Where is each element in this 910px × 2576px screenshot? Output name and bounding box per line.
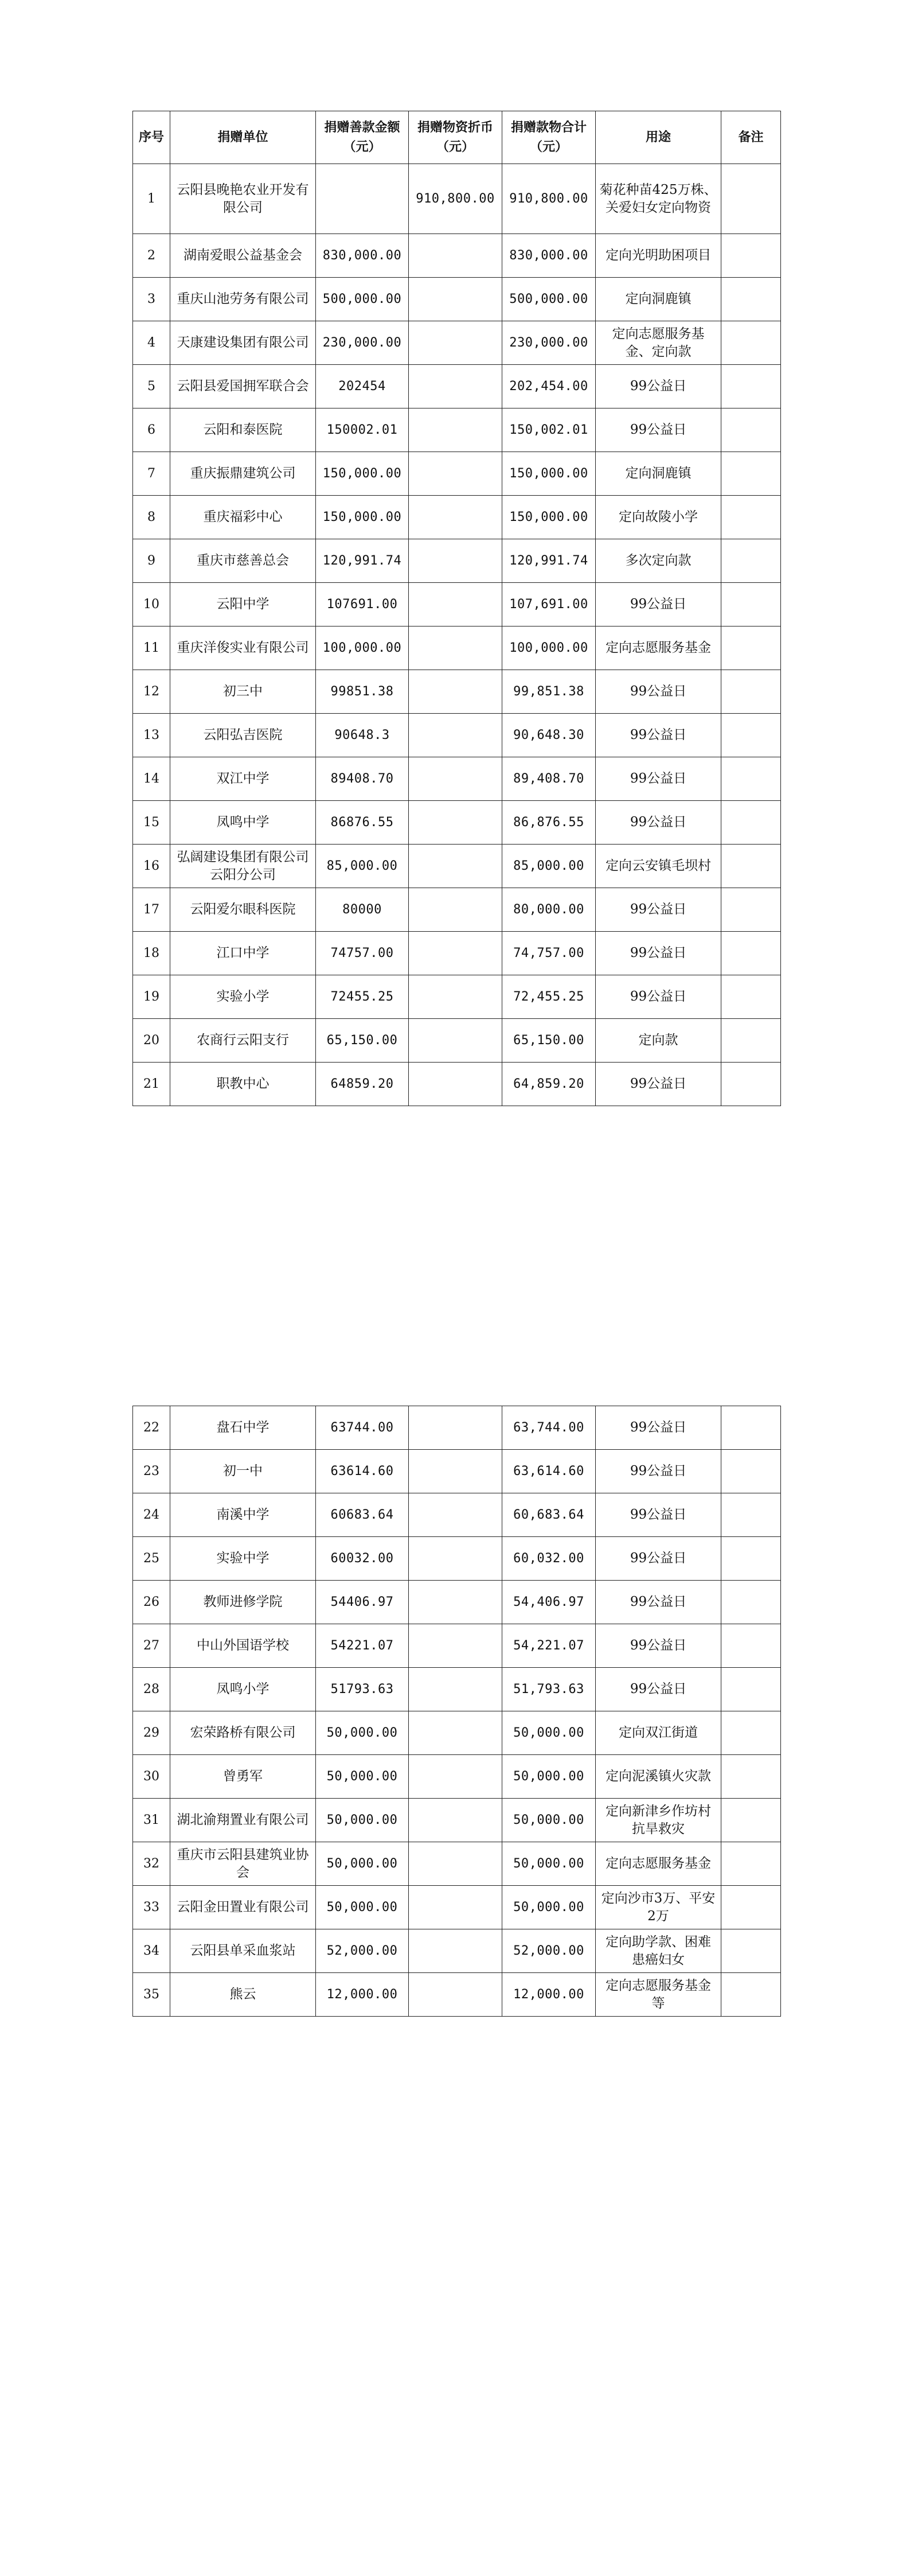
cell-purpose: 99公益日 — [596, 714, 721, 757]
cell-note — [721, 452, 781, 496]
table-row — [133, 888, 781, 932]
table-row — [133, 234, 781, 278]
cell-cash: 54221.07 — [316, 1624, 409, 1668]
cell-note — [721, 1537, 781, 1581]
cell-cash: 74757.00 — [316, 932, 409, 975]
cell-unit: 重庆市云阳县建筑业协会 — [170, 1842, 316, 1886]
table-row — [133, 845, 781, 888]
header-unit: 捐赠单位 — [170, 111, 316, 164]
cell-index: 13 — [133, 714, 170, 757]
cell-goods — [409, 1842, 502, 1886]
cell-goods — [409, 1019, 502, 1063]
cell-goods — [409, 452, 502, 496]
cell-goods — [409, 1406, 502, 1450]
cell-goods — [409, 888, 502, 932]
cell-unit: 职教中心 — [170, 1063, 316, 1106]
cell-note — [721, 1799, 781, 1842]
cell-index: 24 — [133, 1493, 170, 1537]
cell-total: 72,455.25 — [502, 975, 596, 1019]
cell-index: 25 — [133, 1537, 170, 1581]
cell-total: 54,221.07 — [502, 1624, 596, 1668]
cell-index: 4 — [133, 321, 170, 365]
cell-goods — [409, 1063, 502, 1106]
cell-goods — [409, 1668, 502, 1711]
cell-index: 7 — [133, 452, 170, 496]
cell-unit: 云阳中学 — [170, 583, 316, 627]
cell-note — [721, 278, 781, 321]
table-body-part-1 — [133, 164, 781, 1106]
cell-total: 64,859.20 — [502, 1063, 596, 1106]
cell-unit: 云阳弘吉医院 — [170, 714, 316, 757]
cell-goods — [409, 1493, 502, 1537]
cell-note — [721, 1581, 781, 1624]
cell-index: 9 — [133, 539, 170, 583]
cell-total: 12,000.00 — [502, 1973, 596, 2017]
cell-note — [721, 365, 781, 408]
cell-purpose: 99公益日 — [596, 1624, 721, 1668]
cell-cash: 64859.20 — [316, 1063, 409, 1106]
cell-index: 22 — [133, 1406, 170, 1450]
cell-total: 500,000.00 — [502, 278, 596, 321]
cell-total: 202,454.00 — [502, 365, 596, 408]
cell-unit: 天康建设集团有限公司 — [170, 321, 316, 365]
cell-purpose: 定向志愿服务基金等 — [596, 1973, 721, 2017]
cell-purpose: 多次定向款 — [596, 539, 721, 583]
cell-unit: 重庆山池劳务有限公司 — [170, 278, 316, 321]
cell-cash: 100,000.00 — [316, 627, 409, 670]
donation-table-part-2 — [132, 1406, 781, 2017]
cell-total: 120,991.74 — [502, 539, 596, 583]
cell-index: 6 — [133, 408, 170, 452]
cell-cash: 54406.97 — [316, 1581, 409, 1624]
cell-note — [721, 670, 781, 714]
cell-cash: 85,000.00 — [316, 845, 409, 888]
cell-unit: 曾勇军 — [170, 1755, 316, 1799]
cell-unit: 湖北渝翔置业有限公司 — [170, 1799, 316, 1842]
cell-purpose: 定向新津乡作坊村抗旱救灾 — [596, 1799, 721, 1842]
cell-index: 23 — [133, 1450, 170, 1493]
table-row — [133, 1537, 781, 1581]
cell-note — [721, 1668, 781, 1711]
cell-goods — [409, 1973, 502, 2017]
cell-cash: 107691.00 — [316, 583, 409, 627]
cell-goods — [409, 1624, 502, 1668]
table-row — [133, 452, 781, 496]
cell-note — [721, 1929, 781, 1973]
cell-note — [721, 1493, 781, 1537]
cell-purpose: 99公益日 — [596, 670, 721, 714]
cell-index: 32 — [133, 1842, 170, 1886]
table-row — [133, 1886, 781, 1929]
cell-unit: 熊云 — [170, 1973, 316, 2017]
cell-index: 29 — [133, 1711, 170, 1755]
cell-index: 19 — [133, 975, 170, 1019]
cell-goods — [409, 975, 502, 1019]
cell-index: 21 — [133, 1063, 170, 1106]
cell-purpose: 99公益日 — [596, 1063, 721, 1106]
cell-purpose: 99公益日 — [596, 1450, 721, 1493]
table-row — [133, 627, 781, 670]
cell-purpose: 99公益日 — [596, 365, 721, 408]
header-note: 备注 — [721, 111, 781, 164]
cell-total: 63,614.60 — [502, 1450, 596, 1493]
cell-purpose: 99公益日 — [596, 757, 721, 801]
table-row — [133, 408, 781, 452]
cell-purpose: 99公益日 — [596, 1493, 721, 1537]
cell-unit: 实验中学 — [170, 1537, 316, 1581]
cell-cash: 60032.00 — [316, 1537, 409, 1581]
cell-total: 63,744.00 — [502, 1406, 596, 1450]
cell-cash: 50,000.00 — [316, 1755, 409, 1799]
cell-goods — [409, 801, 502, 845]
cell-index: 35 — [133, 1973, 170, 2017]
cell-purpose: 定向云安镇毛坝村 — [596, 845, 721, 888]
cell-goods — [409, 408, 502, 452]
cell-cash: 86876.55 — [316, 801, 409, 845]
cell-total: 50,000.00 — [502, 1711, 596, 1755]
table-row — [133, 539, 781, 583]
cell-cash: 150,000.00 — [316, 496, 409, 539]
cell-index: 20 — [133, 1019, 170, 1063]
cell-note — [721, 627, 781, 670]
cell-goods — [409, 539, 502, 583]
cell-note — [721, 234, 781, 278]
cell-note — [721, 1973, 781, 2017]
cell-note — [721, 888, 781, 932]
cell-purpose: 定向款 — [596, 1019, 721, 1063]
cell-goods — [409, 670, 502, 714]
cell-total: 60,683.64 — [502, 1493, 596, 1537]
cell-index: 14 — [133, 757, 170, 801]
cell-index: 2 — [133, 234, 170, 278]
cell-note — [721, 164, 781, 234]
cell-note — [721, 932, 781, 975]
table-row — [133, 975, 781, 1019]
cell-total: 52,000.00 — [502, 1929, 596, 1973]
cell-cash: 51793.63 — [316, 1668, 409, 1711]
cell-cash: 202454 — [316, 365, 409, 408]
table-row — [133, 1450, 781, 1493]
cell-note — [721, 1842, 781, 1886]
cell-unit: 盘石中学 — [170, 1406, 316, 1450]
cell-index: 1 — [133, 164, 170, 234]
table-row — [133, 321, 781, 365]
cell-cash: 120,991.74 — [316, 539, 409, 583]
table-row — [133, 1755, 781, 1799]
cell-goods — [409, 845, 502, 888]
cell-index: 10 — [133, 583, 170, 627]
cell-purpose: 定向洞鹿镇 — [596, 278, 721, 321]
table-row — [133, 1624, 781, 1668]
header-purpose: 用途 — [596, 111, 721, 164]
cell-index: 15 — [133, 801, 170, 845]
cell-index: 16 — [133, 845, 170, 888]
cell-index: 8 — [133, 496, 170, 539]
cell-unit: 农商行云阳支行 — [170, 1019, 316, 1063]
cell-index: 26 — [133, 1581, 170, 1624]
cell-goods — [409, 627, 502, 670]
table-row — [133, 1581, 781, 1624]
cell-goods — [409, 1755, 502, 1799]
cell-total: 910,800.00 — [502, 164, 596, 234]
cell-total: 54,406.97 — [502, 1581, 596, 1624]
cell-cash: 830,000.00 — [316, 234, 409, 278]
cell-goods — [409, 1929, 502, 1973]
cell-unit: 重庆福彩中心 — [170, 496, 316, 539]
cell-index: 31 — [133, 1799, 170, 1842]
cell-cash: 52,000.00 — [316, 1929, 409, 1973]
cell-goods — [409, 714, 502, 757]
cell-purpose: 定向志愿服务基金 — [596, 627, 721, 670]
cell-total: 60,032.00 — [502, 1537, 596, 1581]
cell-goods — [409, 1537, 502, 1581]
cell-total: 86,876.55 — [502, 801, 596, 845]
cell-goods — [409, 1886, 502, 1929]
cell-note — [721, 1886, 781, 1929]
cell-purpose: 99公益日 — [596, 583, 721, 627]
cell-total: 51,793.63 — [502, 1668, 596, 1711]
cell-unit: 宏荣路桥有限公司 — [170, 1711, 316, 1755]
table-row — [133, 1842, 781, 1886]
cell-cash: 89408.70 — [316, 757, 409, 801]
cell-note — [721, 1450, 781, 1493]
cell-total: 830,000.00 — [502, 234, 596, 278]
header-goods: 捐赠物资折币（元） — [409, 111, 502, 164]
table-row — [133, 714, 781, 757]
table-row — [133, 932, 781, 975]
cell-purpose: 定向洞鹿镇 — [596, 452, 721, 496]
cell-purpose: 99公益日 — [596, 932, 721, 975]
cell-purpose: 99公益日 — [596, 408, 721, 452]
table-row — [133, 1799, 781, 1842]
cell-note — [721, 1711, 781, 1755]
cell-purpose: 99公益日 — [596, 1406, 721, 1450]
cell-cash: 50,000.00 — [316, 1799, 409, 1842]
cell-note — [721, 1755, 781, 1799]
table-row — [133, 583, 781, 627]
cell-index: 3 — [133, 278, 170, 321]
cell-goods — [409, 1581, 502, 1624]
cell-purpose: 99公益日 — [596, 801, 721, 845]
header-index: 序号 — [133, 111, 170, 164]
cell-unit: 云阳县爱国拥军联合会 — [170, 365, 316, 408]
cell-purpose: 99公益日 — [596, 888, 721, 932]
cell-cash: 65,150.00 — [316, 1019, 409, 1063]
cell-cash: 99851.38 — [316, 670, 409, 714]
cell-total: 230,000.00 — [502, 321, 596, 365]
cell-purpose: 菊花种苗425万株、关爱妇女定向物资 — [596, 164, 721, 234]
table-header-row — [133, 111, 781, 164]
table-row — [133, 496, 781, 539]
cell-purpose: 定向志愿服务基金 — [596, 1842, 721, 1886]
table-row — [133, 1019, 781, 1063]
cell-goods — [409, 321, 502, 365]
cell-cash: 80000 — [316, 888, 409, 932]
cell-goods — [409, 1799, 502, 1842]
donation-table-part-1 — [132, 111, 781, 1106]
cell-cash: 50,000.00 — [316, 1711, 409, 1755]
cell-index: 12 — [133, 670, 170, 714]
cell-note — [721, 757, 781, 801]
cell-cash: 60683.64 — [316, 1493, 409, 1537]
table-body-part-2 — [133, 1406, 781, 2017]
cell-unit: 湖南爱眼公益基金会 — [170, 234, 316, 278]
cell-goods — [409, 365, 502, 408]
cell-total: 50,000.00 — [502, 1842, 596, 1886]
cell-unit: 南溪中学 — [170, 1493, 316, 1537]
cell-unit: 教师进修学院 — [170, 1581, 316, 1624]
cell-total: 90,648.30 — [502, 714, 596, 757]
cell-goods — [409, 583, 502, 627]
cell-unit: 实验小学 — [170, 975, 316, 1019]
cell-note — [721, 1624, 781, 1668]
cell-goods: 910,800.00 — [409, 164, 502, 234]
cell-unit: 弘阔建设集团有限公司云阳分公司 — [170, 845, 316, 888]
cell-note — [721, 845, 781, 888]
table-row — [133, 278, 781, 321]
cell-index: 34 — [133, 1929, 170, 1973]
cell-cash: 90648.3 — [316, 714, 409, 757]
cell-total: 150,000.00 — [502, 496, 596, 539]
cell-goods — [409, 278, 502, 321]
table-row — [133, 164, 781, 234]
cell-goods — [409, 1711, 502, 1755]
cell-cash: 50,000.00 — [316, 1842, 409, 1886]
cell-purpose: 99公益日 — [596, 975, 721, 1019]
cell-total: 107,691.00 — [502, 583, 596, 627]
cell-total: 80,000.00 — [502, 888, 596, 932]
cell-purpose: 定向双江街道 — [596, 1711, 721, 1755]
table-row — [133, 801, 781, 845]
cell-note — [721, 1063, 781, 1106]
table-row — [133, 757, 781, 801]
cell-unit: 云阳县晚艳农业开发有限公司 — [170, 164, 316, 234]
cell-note — [721, 496, 781, 539]
cell-index: 11 — [133, 627, 170, 670]
cell-unit: 重庆洋俊实业有限公司 — [170, 627, 316, 670]
cell-goods — [409, 496, 502, 539]
cell-note — [721, 408, 781, 452]
cell-purpose: 定向光明助困项目 — [596, 234, 721, 278]
cell-goods — [409, 757, 502, 801]
table-row — [133, 1063, 781, 1106]
cell-note — [721, 801, 781, 845]
header-cash: 捐赠善款金额（元） — [316, 111, 409, 164]
table-row — [133, 1493, 781, 1537]
cell-unit: 云阳县单采血浆站 — [170, 1929, 316, 1973]
cell-cash: 230,000.00 — [316, 321, 409, 365]
cell-total: 65,150.00 — [502, 1019, 596, 1063]
table-row — [133, 365, 781, 408]
cell-total: 74,757.00 — [502, 932, 596, 975]
table-row — [133, 1406, 781, 1450]
cell-cash: 72455.25 — [316, 975, 409, 1019]
cell-note — [721, 321, 781, 365]
cell-purpose: 定向泥溪镇火灾款 — [596, 1755, 721, 1799]
cell-total: 150,000.00 — [502, 452, 596, 496]
cell-goods — [409, 234, 502, 278]
cell-note — [721, 1019, 781, 1063]
cell-note — [721, 975, 781, 1019]
cell-total: 99,851.38 — [502, 670, 596, 714]
cell-total: 150,002.01 — [502, 408, 596, 452]
cell-index: 27 — [133, 1624, 170, 1668]
cell-purpose: 99公益日 — [596, 1668, 721, 1711]
cell-cash: 150002.01 — [316, 408, 409, 452]
cell-goods — [409, 1450, 502, 1493]
cell-cash: 12,000.00 — [316, 1973, 409, 2017]
cell-unit: 云阳爱尔眼科医院 — [170, 888, 316, 932]
cell-unit: 重庆振鼎建筑公司 — [170, 452, 316, 496]
cell-total: 50,000.00 — [502, 1886, 596, 1929]
cell-note — [721, 583, 781, 627]
cell-note — [721, 1406, 781, 1450]
cell-total: 50,000.00 — [502, 1755, 596, 1799]
cell-note — [721, 539, 781, 583]
cell-unit: 凤鸣小学 — [170, 1668, 316, 1711]
cell-unit: 江口中学 — [170, 932, 316, 975]
cell-index: 33 — [133, 1886, 170, 1929]
cell-purpose: 定向志愿服务基金、定向款 — [596, 321, 721, 365]
cell-unit: 中山外国语学校 — [170, 1624, 316, 1668]
cell-unit: 凤鸣中学 — [170, 801, 316, 845]
table-row — [133, 1929, 781, 1973]
cell-index: 28 — [133, 1668, 170, 1711]
cell-cash: 63614.60 — [316, 1450, 409, 1493]
cell-purpose: 99公益日 — [596, 1537, 721, 1581]
cell-goods — [409, 932, 502, 975]
cell-total: 85,000.00 — [502, 845, 596, 888]
cell-unit: 双江中学 — [170, 757, 316, 801]
cell-unit: 初一中 — [170, 1450, 316, 1493]
cell-note — [721, 714, 781, 757]
cell-cash: 63744.00 — [316, 1406, 409, 1450]
cell-purpose: 定向沙市3万、平安2万 — [596, 1886, 721, 1929]
cell-total: 89,408.70 — [502, 757, 596, 801]
cell-total: 100,000.00 — [502, 627, 596, 670]
header-total: 捐赠款物合计（元） — [502, 111, 596, 164]
cell-total: 50,000.00 — [502, 1799, 596, 1842]
cell-index: 30 — [133, 1755, 170, 1799]
cell-purpose: 99公益日 — [596, 1581, 721, 1624]
cell-cash: 500,000.00 — [316, 278, 409, 321]
cell-index: 5 — [133, 365, 170, 408]
cell-cash: 150,000.00 — [316, 452, 409, 496]
table-row — [133, 1668, 781, 1711]
cell-purpose: 定向故陵小学 — [596, 496, 721, 539]
table-row — [133, 670, 781, 714]
cell-purpose: 定向助学款、困难患癌妇女 — [596, 1929, 721, 1973]
cell-unit: 云阳和泰医院 — [170, 408, 316, 452]
cell-index: 17 — [133, 888, 170, 932]
table-row — [133, 1973, 781, 2017]
cell-cash — [316, 164, 409, 234]
table-row — [133, 1711, 781, 1755]
cell-unit: 重庆市慈善总会 — [170, 539, 316, 583]
cell-cash: 50,000.00 — [316, 1886, 409, 1929]
cell-unit: 云阳金田置业有限公司 — [170, 1886, 316, 1929]
cell-index: 18 — [133, 932, 170, 975]
cell-unit: 初三中 — [170, 670, 316, 714]
